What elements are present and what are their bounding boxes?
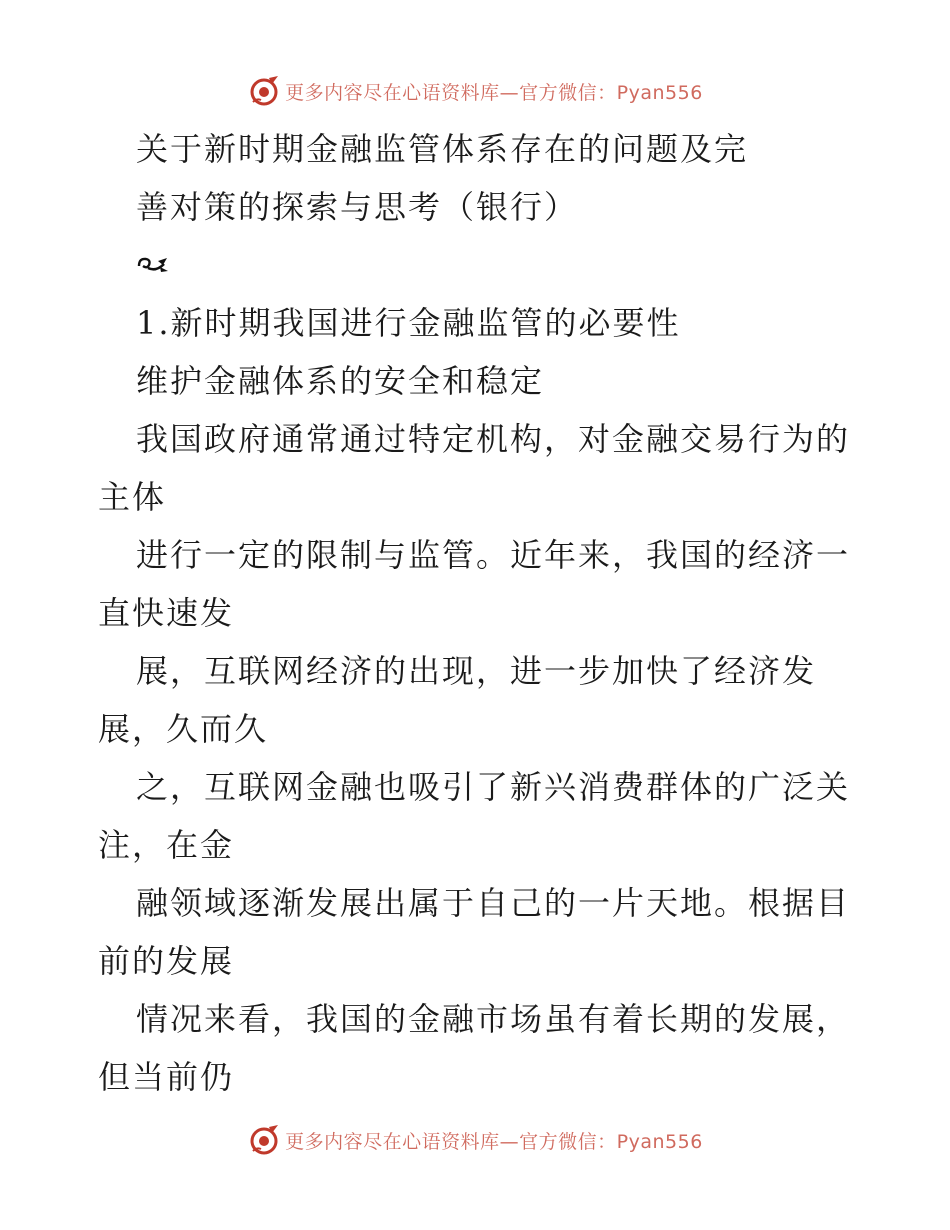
body-line: 进行一定的限制与监管。近年来，我国的经济一 (136, 536, 851, 574)
body-line: 前的发展 (98, 942, 235, 980)
doc-title-line-1: 关于新时期金融监管体系存在的问题及完 (136, 130, 749, 168)
watermark-text: 更多内容尽在心语资料库—官方微信：Pyan556 (285, 1130, 703, 1153)
watermark-text: 更多内容尽在心语资料库—官方微信：Pyan556 (285, 81, 703, 104)
watermark-header (0, 71, 950, 111)
watermark-footer (0, 1120, 950, 1160)
body-line: 直快速发 (98, 594, 235, 632)
section-heading: 1.新时期我国进行金融监管的必要性 (136, 304, 681, 342)
body-line: 展，久而久 (98, 710, 269, 748)
section-subheading: 维护金融体系的安全和稳定 (136, 362, 545, 400)
body-line: 之，互联网金融也吸引了新兴消费群体的广泛关 (136, 768, 851, 806)
fleuron-icon (98, 236, 858, 294)
body-line: 展，互联网经济的出现，进一步加快了经济发 (136, 652, 817, 690)
doc-title-line-2: 善对策的探索与思考（银行） (136, 188, 579, 226)
document-body (98, 120, 858, 1106)
body-line: 注，在金 (98, 826, 235, 864)
body-line: 主体 (98, 478, 167, 516)
body-line: 但当前仍 (98, 1058, 235, 1096)
pen-seal-icon (247, 1123, 281, 1157)
body-line: 情况来看，我国的金融市场虽有着长期的发展， (136, 1000, 851, 1038)
body-line: 融领域逐渐发展出属于自己的一片天地。根据目 (136, 884, 851, 922)
body-line: 我国政府通常通过特定机构，对金融交易行为的 (136, 420, 851, 458)
pen-seal-icon (247, 74, 281, 108)
